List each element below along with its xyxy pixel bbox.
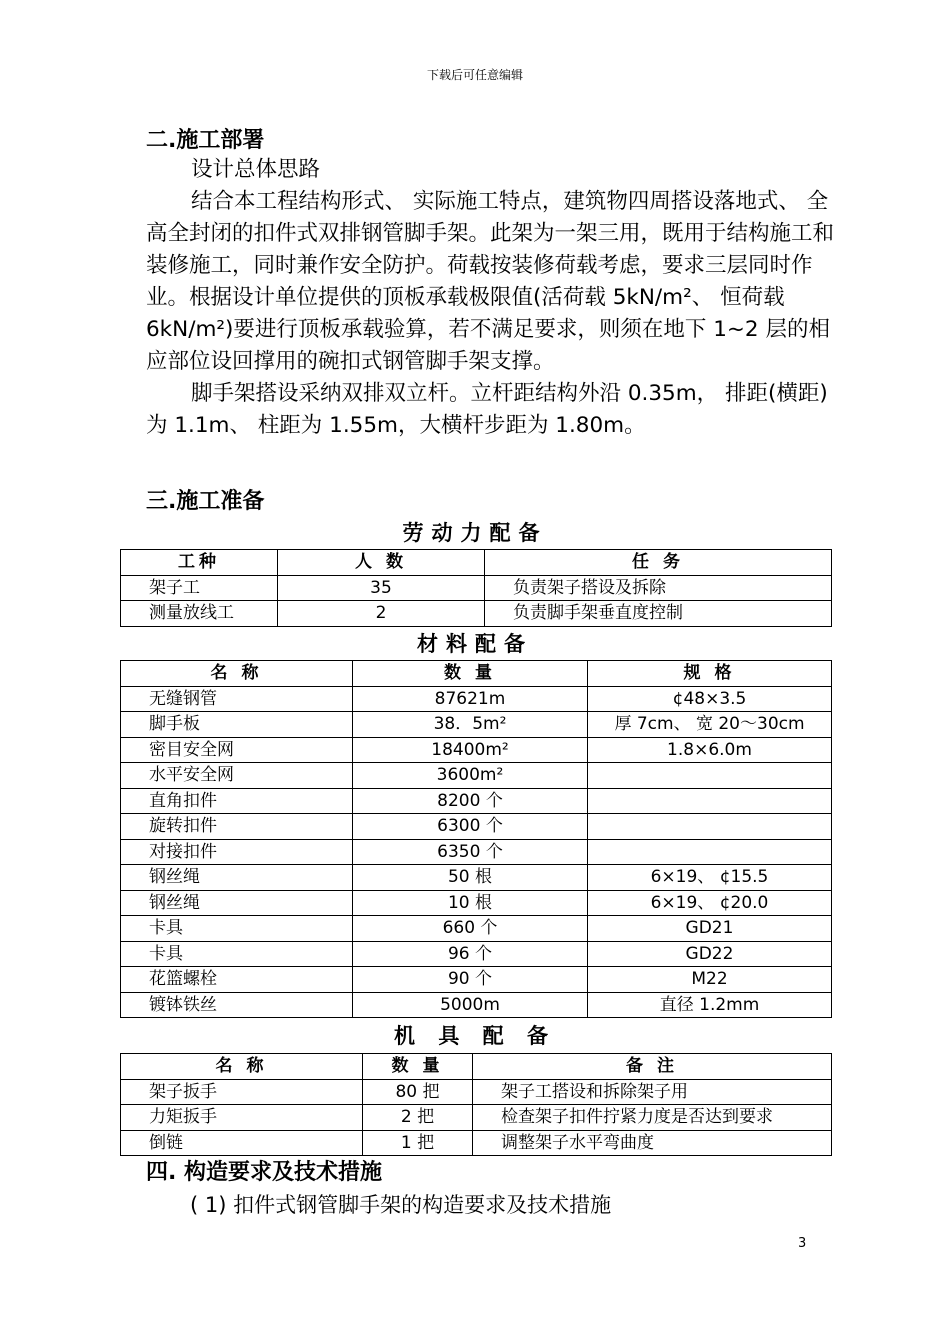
- table-row: [121, 814, 832, 840]
- table-cell: 力矩扳手: [121, 1105, 363, 1131]
- table-cell: 负责脚手架垂直度控制: [485, 601, 832, 627]
- header-cell: 名 称: [121, 661, 353, 687]
- table-cell: 18400m²: [353, 737, 588, 763]
- tools-table: [120, 1053, 832, 1156]
- header-cell: 任 务: [485, 550, 832, 576]
- table-row: [121, 890, 832, 916]
- table-cell: 660 个: [353, 916, 588, 942]
- table-row: [121, 839, 832, 865]
- table-cell: 5000m: [353, 992, 588, 1018]
- table-cell: 38．5m²: [353, 712, 588, 738]
- table-cell: 1.8×6.0m: [588, 737, 832, 763]
- table-cell: 35: [278, 575, 485, 601]
- table-cell: 87621m: [353, 686, 588, 712]
- table-cell: ¢48×3.5: [588, 686, 832, 712]
- table-cell: 无缝钢管: [121, 686, 353, 712]
- table-cell: 卡具: [121, 941, 353, 967]
- table-row: [121, 865, 832, 891]
- table-cell: 2 把: [363, 1105, 473, 1131]
- table-row: [121, 686, 832, 712]
- table-cell: 调整架子水平弯曲度: [473, 1130, 832, 1156]
- section-heading-preparation: 三.施工准备: [146, 489, 265, 514]
- table-cell: 镀钵铁丝: [121, 992, 353, 1018]
- table-cell: 50 根: [353, 865, 588, 891]
- section-heading-deployment: 二.施工部署: [146, 128, 265, 153]
- materials-caption: 材料配备: [417, 632, 533, 656]
- deployment-body: [146, 154, 836, 442]
- page-header: 下载后可任意编辑: [426, 68, 523, 82]
- table-row: [121, 1130, 832, 1156]
- table-header-row: [121, 1054, 832, 1080]
- table-cell: GD22: [588, 941, 832, 967]
- header-cell: 数 量: [363, 1054, 473, 1080]
- table-cell: 卡具: [121, 916, 353, 942]
- table-cell: M22: [588, 967, 832, 993]
- table-cell: 对接扣件: [121, 839, 353, 865]
- table-cell: 6350 个: [353, 839, 588, 865]
- table-row: [121, 967, 832, 993]
- table-cell: 密目安全网: [121, 737, 353, 763]
- paragraph-design-idea: 设计总体思路: [191, 157, 321, 182]
- table-header-row: [121, 661, 832, 687]
- table-row: [121, 712, 832, 738]
- table-cell: 3600m²: [353, 763, 588, 789]
- table-row: [121, 575, 832, 601]
- table-cell: 80 把: [363, 1079, 473, 1105]
- table-cell: 架子工搭设和拆除架子用: [473, 1079, 832, 1105]
- table-row: [121, 601, 832, 627]
- table-cell: 8200 个: [353, 788, 588, 814]
- header-cell: 名 称: [121, 1054, 363, 1080]
- table-cell: 倒链: [121, 1130, 363, 1156]
- paragraph-scaffold: 脚手架搭设采纳双排双立杆。立杆距结构外沿 0.35m， 排距(横距)为 1.1m、 柱距为 1.55m，大横杆步距为 1.80m。: [146, 381, 828, 438]
- table-cell: GD21: [588, 916, 832, 942]
- table-cell: 花篮螺栓: [121, 967, 353, 993]
- table-cell: 检查架子扣件拧紧力度是否达到要求: [473, 1105, 832, 1131]
- table-cell: [588, 814, 832, 840]
- table-cell: 直径 1.2mm: [588, 992, 832, 1018]
- table-cell: 脚手板: [121, 712, 353, 738]
- table-cell: 6300 个: [353, 814, 588, 840]
- table-row: [121, 763, 832, 789]
- table-cell: [588, 839, 832, 865]
- table-cell: [588, 763, 832, 789]
- table-cell: 10 根: [353, 890, 588, 916]
- table-row: [121, 941, 832, 967]
- table-cell: 6×19、 ¢20.0: [588, 890, 832, 916]
- labor-caption: 劳动力配备: [402, 521, 548, 545]
- table-cell: 负责架子搭设及拆除: [485, 575, 832, 601]
- section-heading-construction: 四. 构造要求及技术措施: [146, 1160, 383, 1185]
- table-cell: 1 把: [363, 1130, 473, 1156]
- table-cell: 厚 7cm、 宽 20～30cm: [588, 712, 832, 738]
- table-cell: 水平安全网: [121, 763, 353, 789]
- page-number: 3: [798, 1236, 807, 1251]
- subsection-heading: ( 1) 扣件式钢管脚手架的构造要求及技术措施: [190, 1193, 612, 1217]
- table-cell: 测量放线工: [121, 601, 278, 627]
- header-cell: 人 数: [278, 550, 485, 576]
- table-cell: 96 个: [353, 941, 588, 967]
- table-cell: 架子扳手: [121, 1079, 363, 1105]
- table-header-row: [121, 550, 832, 576]
- table-row: [121, 737, 832, 763]
- table-cell: 6×19、 ¢15.5: [588, 865, 832, 891]
- table-cell: 钢丝绳: [121, 890, 353, 916]
- labor-table: [120, 549, 832, 627]
- materials-table: [120, 660, 832, 1018]
- table-cell: 2: [278, 601, 485, 627]
- table-cell: 旋转扣件: [121, 814, 353, 840]
- table-row: [121, 1105, 832, 1131]
- header-cell: 工种: [121, 550, 278, 576]
- table-cell: 直角扣件: [121, 788, 353, 814]
- header-cell: 备 注: [473, 1054, 832, 1080]
- paragraph-structure: 结合本工程结构形式、 实际施工特点，建筑物四周搭设落地式、 全高全封闭的扣件式双排钢管脚手架。此架为一架三用，既用于结构施工和装修施工，同时兼作安全防护。荷载按装修荷载考虑，要求三层同时作业。根据设计单位提供的顶板承载极限值(活荷载 5kN/m²、 恒荷载 6kN/m²)要进行顶板承载验算，若不满足要求，则须在地下 1~2 层的相应部位设回撑用的碗扣式钢管脚手架支撑。: [146, 189, 835, 374]
- header-cell: 规 格: [588, 661, 832, 687]
- table-cell: 90 个: [353, 967, 588, 993]
- table-cell: [588, 788, 832, 814]
- header-cell: 数 量: [353, 661, 588, 687]
- table-row: [121, 788, 832, 814]
- tools-caption: 机 具 配 备: [394, 1024, 556, 1048]
- table-row: [121, 992, 832, 1018]
- table-row: [121, 1079, 832, 1105]
- table-cell: 架子工: [121, 575, 278, 601]
- table-cell: 钢丝绳: [121, 865, 353, 891]
- table-row: [121, 916, 832, 942]
